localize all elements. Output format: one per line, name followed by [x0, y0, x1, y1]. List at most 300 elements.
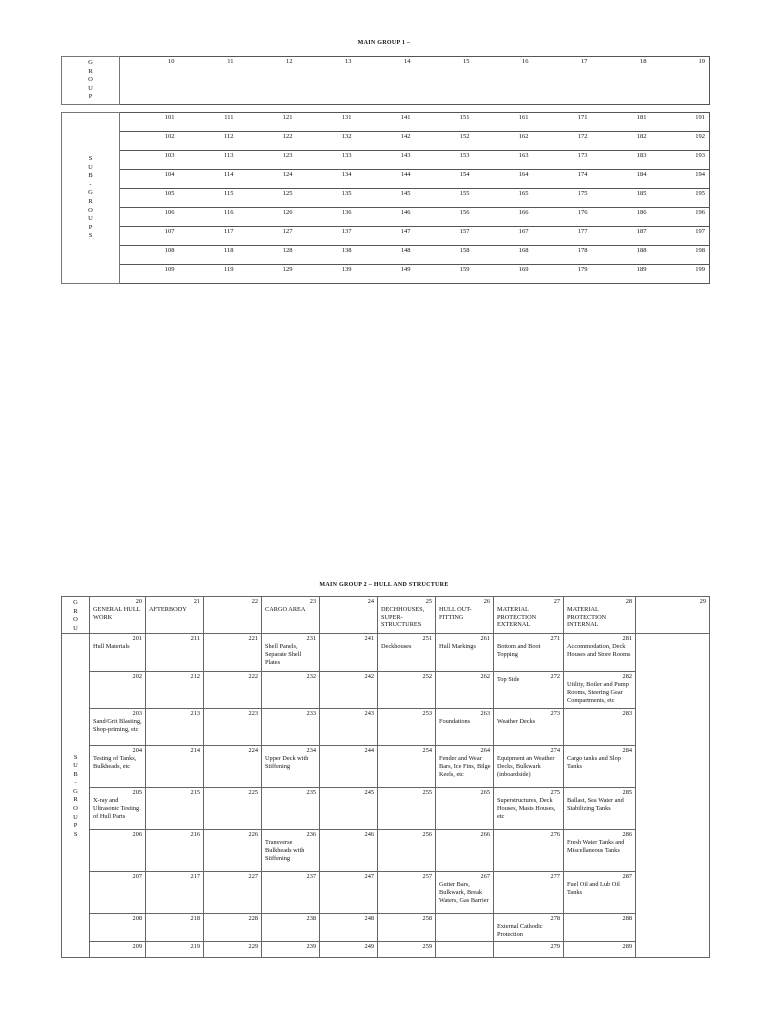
subgroup-cell: 138: [297, 246, 356, 265]
subgroup-cell: 183: [592, 151, 651, 170]
subgroup-cell: 173: [533, 151, 592, 170]
subgroup-cell: [436, 634, 494, 672]
cell-number: 249: [364, 942, 374, 950]
main-group-1-title: MAIN GROUP 1 –: [357, 40, 411, 46]
subgroup-cell: [564, 634, 636, 672]
subgroup-cell: 152: [415, 132, 474, 151]
cell-number: 289: [622, 942, 632, 950]
subgroup-cell: 106: [120, 208, 179, 227]
cell-number: 228: [248, 915, 258, 923]
subgroup-cell: [564, 941, 636, 957]
subgroup-cell: [494, 788, 564, 830]
subgroup-cell: [204, 634, 262, 672]
subgroup-cell: 195: [651, 189, 710, 208]
cell-number: 288: [622, 915, 632, 923]
cell-number: 236: [306, 831, 316, 839]
cell-description: Ballast, Sea Water and Stabilizing Tanks: [567, 797, 624, 812]
group-cell: 10: [120, 57, 179, 105]
cell-number: 264: [480, 747, 490, 755]
cell-number: 284: [622, 747, 632, 755]
group-cell: 16: [474, 57, 533, 105]
cell-description: Weather Decks: [497, 718, 536, 726]
subgroup-cell: [90, 830, 146, 872]
cell-number: 219: [190, 942, 200, 950]
cell-number: 285: [622, 789, 632, 797]
group-cell: [378, 597, 436, 634]
subgroup-row: [62, 265, 710, 284]
cell-description: Foundations: [439, 718, 471, 726]
subgroup-cell: 123: [238, 151, 297, 170]
group-cell: 18: [592, 57, 651, 105]
subgroup-cell: [494, 941, 564, 957]
subgroup-cell: 186: [592, 208, 651, 227]
subgroup-cell: 112: [179, 132, 238, 151]
cell-number: 223: [248, 710, 258, 718]
sub-groups-label: S U B - G R O U P S: [62, 634, 90, 957]
subgroup-cell: [378, 872, 436, 914]
subgroup-cell: 109: [120, 265, 179, 284]
subgroup-row: [62, 672, 710, 709]
group-description: MATERIAL PROTECTION INTERNAL: [567, 606, 607, 629]
subgroup-cell: [90, 788, 146, 830]
subgroup-cell: [204, 830, 262, 872]
cell-number: 216: [190, 831, 200, 839]
subgroup-cell: [494, 914, 564, 941]
group-cell: 15: [415, 57, 474, 105]
cell-number: 215: [190, 789, 200, 797]
cell-description: Testing of Tanks, Bulkheads, etc: [93, 755, 137, 770]
subgroup-cell: 137: [297, 227, 356, 246]
subgroup-cell: 175: [533, 189, 592, 208]
subgroup-cell: 179: [533, 265, 592, 284]
subgroup-cell: [90, 746, 146, 788]
subgroup-cell: 118: [179, 246, 238, 265]
subgroup-cell: 127: [238, 227, 297, 246]
subgroup-row: [62, 746, 710, 788]
subgroup-cell: [204, 872, 262, 914]
cell-number: 231: [306, 635, 316, 643]
group-cell: [494, 597, 564, 634]
group-cell: [564, 597, 636, 634]
subgroup-cell: 124: [238, 170, 297, 189]
subgroup-row: [62, 132, 710, 151]
group-number: 28: [625, 598, 632, 605]
cell-number: 225: [248, 789, 258, 797]
subgroup-cell: 169: [474, 265, 533, 284]
subgroup-cell: 148: [356, 246, 415, 265]
subgroup-cell: 165: [474, 189, 533, 208]
subgroup-cell: [564, 709, 636, 746]
cell-number: 281: [622, 635, 632, 643]
subgroup-cell: [494, 746, 564, 788]
subgroup-cell: [262, 709, 320, 746]
cell-number: 201: [132, 635, 142, 643]
subgroup-cell: [90, 672, 146, 709]
cell-number: 211: [190, 635, 200, 643]
cell-number: 279: [550, 942, 560, 950]
group-cell: [636, 597, 710, 634]
subgroup-cell: [436, 914, 494, 941]
subgroup-cell: 196: [651, 208, 710, 227]
subgroup-cell: [262, 830, 320, 872]
cell-number: 235: [306, 789, 316, 797]
subgroup-cell: 154: [415, 170, 474, 189]
subgroup-cell: 187: [592, 227, 651, 246]
subgroup-cell: [378, 941, 436, 957]
subgroup-cell: 104: [120, 170, 179, 189]
group-cell: 14: [356, 57, 415, 105]
subgroup-cell: [262, 672, 320, 709]
subgroup-cell: [494, 872, 564, 914]
cell-number: 206: [132, 831, 142, 839]
group-cell: [90, 597, 146, 634]
cell-number: 282: [622, 673, 632, 681]
cell-number: 274: [550, 747, 560, 755]
cell-number: 217: [190, 873, 200, 881]
cell-number: 277: [550, 873, 560, 881]
cell-number: 233: [306, 710, 316, 718]
subgroup-cell: [146, 941, 204, 957]
subgroup-cell: [378, 788, 436, 830]
subgroup-cell: 185: [592, 189, 651, 208]
subgroup-cell: [146, 672, 204, 709]
subgroup-cell: 149: [356, 265, 415, 284]
cell-number: 241: [364, 635, 374, 643]
subgroup-cell: [378, 746, 436, 788]
subgroup-cell: [320, 746, 378, 788]
group-cell: 17: [533, 57, 592, 105]
group-number: 21: [193, 598, 200, 605]
cell-number: 276: [550, 831, 560, 839]
cell-number: 271: [550, 635, 560, 643]
subgroup-cell: [436, 941, 494, 957]
subgroup-row: [62, 914, 710, 941]
subgroup-cell: 157: [415, 227, 474, 246]
cell-number: 226: [248, 831, 258, 839]
group-cell: [204, 597, 262, 634]
subgroup-cell: 146: [356, 208, 415, 227]
subgroup-cell: 164: [474, 170, 533, 189]
subgroup-cell: 135: [297, 189, 356, 208]
cell-number: 205: [132, 789, 142, 797]
cell-number: 238: [306, 915, 316, 923]
group-cell: 11: [179, 57, 238, 105]
cell-number: 229: [248, 942, 258, 950]
cell-number: 207: [132, 873, 142, 881]
cell-description: Shell Panels, Separate Shell Plates: [265, 643, 302, 666]
group-cell: [262, 597, 320, 634]
subgroup-cell: [436, 788, 494, 830]
cell-number: 245: [364, 789, 374, 797]
subgroup-cell: 182: [592, 132, 651, 151]
subgroup-cell: [378, 830, 436, 872]
subgroup-row: [62, 941, 710, 957]
subgroup-cell: [378, 914, 436, 941]
subgroup-cell: 191: [651, 113, 710, 132]
main-group-2-title: MAIN GROUP 2 – HULL AND STRUCTURE: [319, 582, 449, 588]
main-group-1-table: [61, 56, 710, 284]
subgroup-cell: 193: [651, 151, 710, 170]
subgroup-cell: 172: [533, 132, 592, 151]
subgroup-cell: 147: [356, 227, 415, 246]
cell-number: 212: [190, 673, 200, 681]
cell-number: 203: [132, 710, 142, 718]
subgroup-cell: 178: [533, 246, 592, 265]
cell-number: 244: [364, 747, 374, 755]
main-group-2-table: [61, 596, 710, 958]
subgroup-cell: 119: [179, 265, 238, 284]
subgroup-cell: [90, 941, 146, 957]
subgroup-cell: [436, 872, 494, 914]
group-number: 25: [425, 598, 432, 605]
cell-description: Transverse Bulkheads with Stiffening: [265, 839, 305, 862]
cell-description: Gutter Bars, Bulkwark, Break Waters, Gas Barrier: [439, 881, 489, 904]
subgroup-cell: [204, 941, 262, 957]
subgroup-cell: 103: [120, 151, 179, 170]
subgroup-row: [62, 151, 710, 170]
group-number: 20: [135, 598, 142, 605]
cell-number: 254: [422, 747, 432, 755]
subgroup-cell: [262, 634, 320, 672]
subgroup-cell: 177: [533, 227, 592, 246]
subgroup-cell: [564, 746, 636, 788]
group-number: 26: [483, 598, 490, 605]
subgroup-cell: [262, 788, 320, 830]
cell-description: Deckhouses: [381, 643, 412, 651]
subgroup-cell: 121: [238, 113, 297, 132]
group-number: 24: [367, 598, 374, 605]
cell-number: 259: [422, 942, 432, 950]
cell-number: 255: [422, 789, 432, 797]
subgroup-row: [62, 872, 710, 914]
cell-number: 222: [248, 673, 258, 681]
subgroup-cell: 136: [297, 208, 356, 227]
subgroup-row: [62, 246, 710, 265]
subgroup-cell: 133: [297, 151, 356, 170]
subgroup-cell: [204, 746, 262, 788]
subgroup-cell: 144: [356, 170, 415, 189]
subgroup-cell: [564, 788, 636, 830]
group-number: 27: [553, 598, 560, 605]
subgroup-cell: [146, 746, 204, 788]
group-description: MATERIAL PROTECTION EXTERNAL: [497, 606, 537, 629]
subgroup-cell: [262, 941, 320, 957]
subgroup-cell: [146, 788, 204, 830]
subgroup-cell: 188: [592, 246, 651, 265]
subgroup-cell: 166: [474, 208, 533, 227]
subgroup-cell: 117: [179, 227, 238, 246]
cell-description: X-ray and Ultrasonic Testing of Hull Parts: [93, 797, 140, 820]
group-description: GENERAL HULL WORK: [93, 606, 141, 621]
subgroup-cell: 156: [415, 208, 474, 227]
cell-number: 253: [422, 710, 432, 718]
group-cell: [436, 597, 494, 634]
group-number: 23: [309, 598, 316, 605]
subgroup-cell: 108: [120, 246, 179, 265]
subgroup-cell: 122: [238, 132, 297, 151]
subgroup-row: [62, 170, 710, 189]
subgroup-cell: 141: [356, 113, 415, 132]
subgroup-cell: [90, 914, 146, 941]
cell-number: 286: [622, 831, 632, 839]
subgroup-row: [62, 634, 710, 672]
cell-number: 256: [422, 831, 432, 839]
group-row: [62, 597, 710, 634]
cell-description: Equipment an Weather Decks, Bulkwark (inboardside): [497, 755, 555, 778]
subgroup-cell: 131: [297, 113, 356, 132]
cell-number: 287: [622, 873, 632, 881]
cell-number: 243: [364, 710, 374, 718]
cell-number: 261: [480, 635, 490, 643]
group-description: HULL OUT-FITTING: [439, 606, 472, 621]
cell-description: Top Side: [497, 676, 520, 684]
cell-number: 283: [622, 710, 632, 718]
subgroup-cell: 129: [238, 265, 297, 284]
group-description: AFTERBODY: [149, 606, 187, 613]
subgroup-row: [62, 788, 710, 830]
subgroup-cell: [262, 872, 320, 914]
subgroup-cell: 142: [356, 132, 415, 151]
subgroup-cell: 171: [533, 113, 592, 132]
cell-description: Fuel Oil and Lub Oil Tanks: [567, 881, 620, 896]
cell-number: 257: [422, 873, 432, 881]
subgroup-cell: [564, 672, 636, 709]
cell-number: 248: [364, 915, 374, 923]
subgroup-cell: [146, 914, 204, 941]
cell-description: Fresh Water Tanks and Miscellaneous Tanks: [567, 839, 625, 854]
subgroup-cell: 181: [592, 113, 651, 132]
subgroup-cell: [436, 746, 494, 788]
subgroup-cell: 198: [651, 246, 710, 265]
subgroup-cell: 194: [651, 170, 710, 189]
subgroup-cell: [146, 634, 204, 672]
cell-description: Fender and Wear Bars, Ice Fins, Bilge Keels, etc: [439, 755, 491, 778]
cell-description: Accommodation, Deck Houses and Store Rooms: [567, 643, 631, 658]
sub-groups-label: S U B - G R O U P S: [62, 113, 120, 284]
subgroup-cell: 113: [179, 151, 238, 170]
subgroup-cell: 162: [474, 132, 533, 151]
subgroup-cell: [320, 914, 378, 941]
subgroup-cell: 158: [415, 246, 474, 265]
subgroup-cell: 176: [533, 208, 592, 227]
cell-number: 278: [550, 915, 560, 923]
cell-number: 275: [550, 789, 560, 797]
cell-number: 221: [248, 635, 258, 643]
subgroup-cell: [90, 634, 146, 672]
cell-number: 267: [480, 873, 490, 881]
subgroup-cell: [146, 830, 204, 872]
subgroup-cell: 151: [415, 113, 474, 132]
group-cell: 13: [297, 57, 356, 105]
subgroup-cell: [90, 872, 146, 914]
group-cell: 12: [238, 57, 297, 105]
subgroup-cell: [146, 709, 204, 746]
cell-number: 224: [248, 747, 258, 755]
cell-number: 266: [480, 831, 490, 839]
subgroup-cell: 163: [474, 151, 533, 170]
subgroup-row: [62, 830, 710, 872]
group-cell: [146, 597, 204, 634]
subgroup-cell: 102: [120, 132, 179, 151]
group-description: DECHHOUSES, SUPER-STRUCTURES: [381, 606, 425, 629]
cell-number: 237: [306, 873, 316, 881]
subgroup-row: [62, 208, 710, 227]
subgroup-cell: [494, 634, 564, 672]
cell-description: Sand/Grit Blasting, Shop-priming, etc: [93, 718, 142, 733]
subgroup-cell: 116: [179, 208, 238, 227]
group-row: [62, 57, 710, 105]
subgroup-cell: 184: [592, 170, 651, 189]
subgroup-row: [62, 227, 710, 246]
subgroup-cell: [494, 830, 564, 872]
subgroup-row: [62, 113, 710, 132]
subgroup-cell: [494, 709, 564, 746]
subgroup-cell: 192: [651, 132, 710, 151]
cell-number: 208: [132, 915, 142, 923]
subgroup-cell: 114: [179, 170, 238, 189]
subgroup-cell: [204, 788, 262, 830]
subgroup-cell: 105: [120, 189, 179, 208]
subgroup-cell: 115: [179, 189, 238, 208]
subgroup-cell: 143: [356, 151, 415, 170]
subgroup-cell: 159: [415, 265, 474, 284]
group-number: 22: [251, 598, 258, 605]
cell-number: 247: [364, 873, 374, 881]
subgroup-cell: 145: [356, 189, 415, 208]
cell-number: 258: [422, 915, 432, 923]
subgroup-cell: 126: [238, 208, 297, 227]
subgroup-cell: 111: [179, 113, 238, 132]
subgroup-cell: 167: [474, 227, 533, 246]
cell-number: 209: [132, 942, 142, 950]
subgroup-cell: 199: [651, 265, 710, 284]
subgroup-cell: 155: [415, 189, 474, 208]
cell-number: 227: [248, 873, 258, 881]
subgroup-cell: 128: [238, 246, 297, 265]
subgroup-cell: 134: [297, 170, 356, 189]
cell-number: 232: [306, 673, 316, 681]
subgroup-cell: 168: [474, 246, 533, 265]
cell-number: 214: [190, 747, 200, 755]
subgroup-cell: [436, 672, 494, 709]
subgroup-cell: [564, 872, 636, 914]
subgroup-row: [62, 189, 710, 208]
subgroup-cell: 161: [474, 113, 533, 132]
subgroup-cell: [564, 830, 636, 872]
cell-number: 252: [422, 673, 432, 681]
subgroup-cell: [378, 634, 436, 672]
subgroup-cell: 139: [297, 265, 356, 284]
cell-number: 262: [480, 673, 490, 681]
cell-number: 204: [132, 747, 142, 755]
cell-description: Upper Deck with Stiffening: [265, 755, 309, 770]
subgroup-cell: [90, 709, 146, 746]
subgroup-cell: 174: [533, 170, 592, 189]
cell-description: External Cathodic Protection: [497, 923, 543, 938]
cell-number: 265: [480, 789, 490, 797]
cell-number: 202: [132, 673, 142, 681]
subgroup-cell: [378, 709, 436, 746]
cell-number: 242: [364, 673, 374, 681]
subgroup-cell: [378, 672, 436, 709]
group-cell: 19: [651, 57, 710, 105]
subgroup-cell: 132: [297, 132, 356, 151]
subgroup-cell: [262, 746, 320, 788]
subgroup-cell: [436, 709, 494, 746]
subgroup-cell: 101: [120, 113, 179, 132]
subgroup-cell: [320, 709, 378, 746]
subgroup-cell: [204, 672, 262, 709]
